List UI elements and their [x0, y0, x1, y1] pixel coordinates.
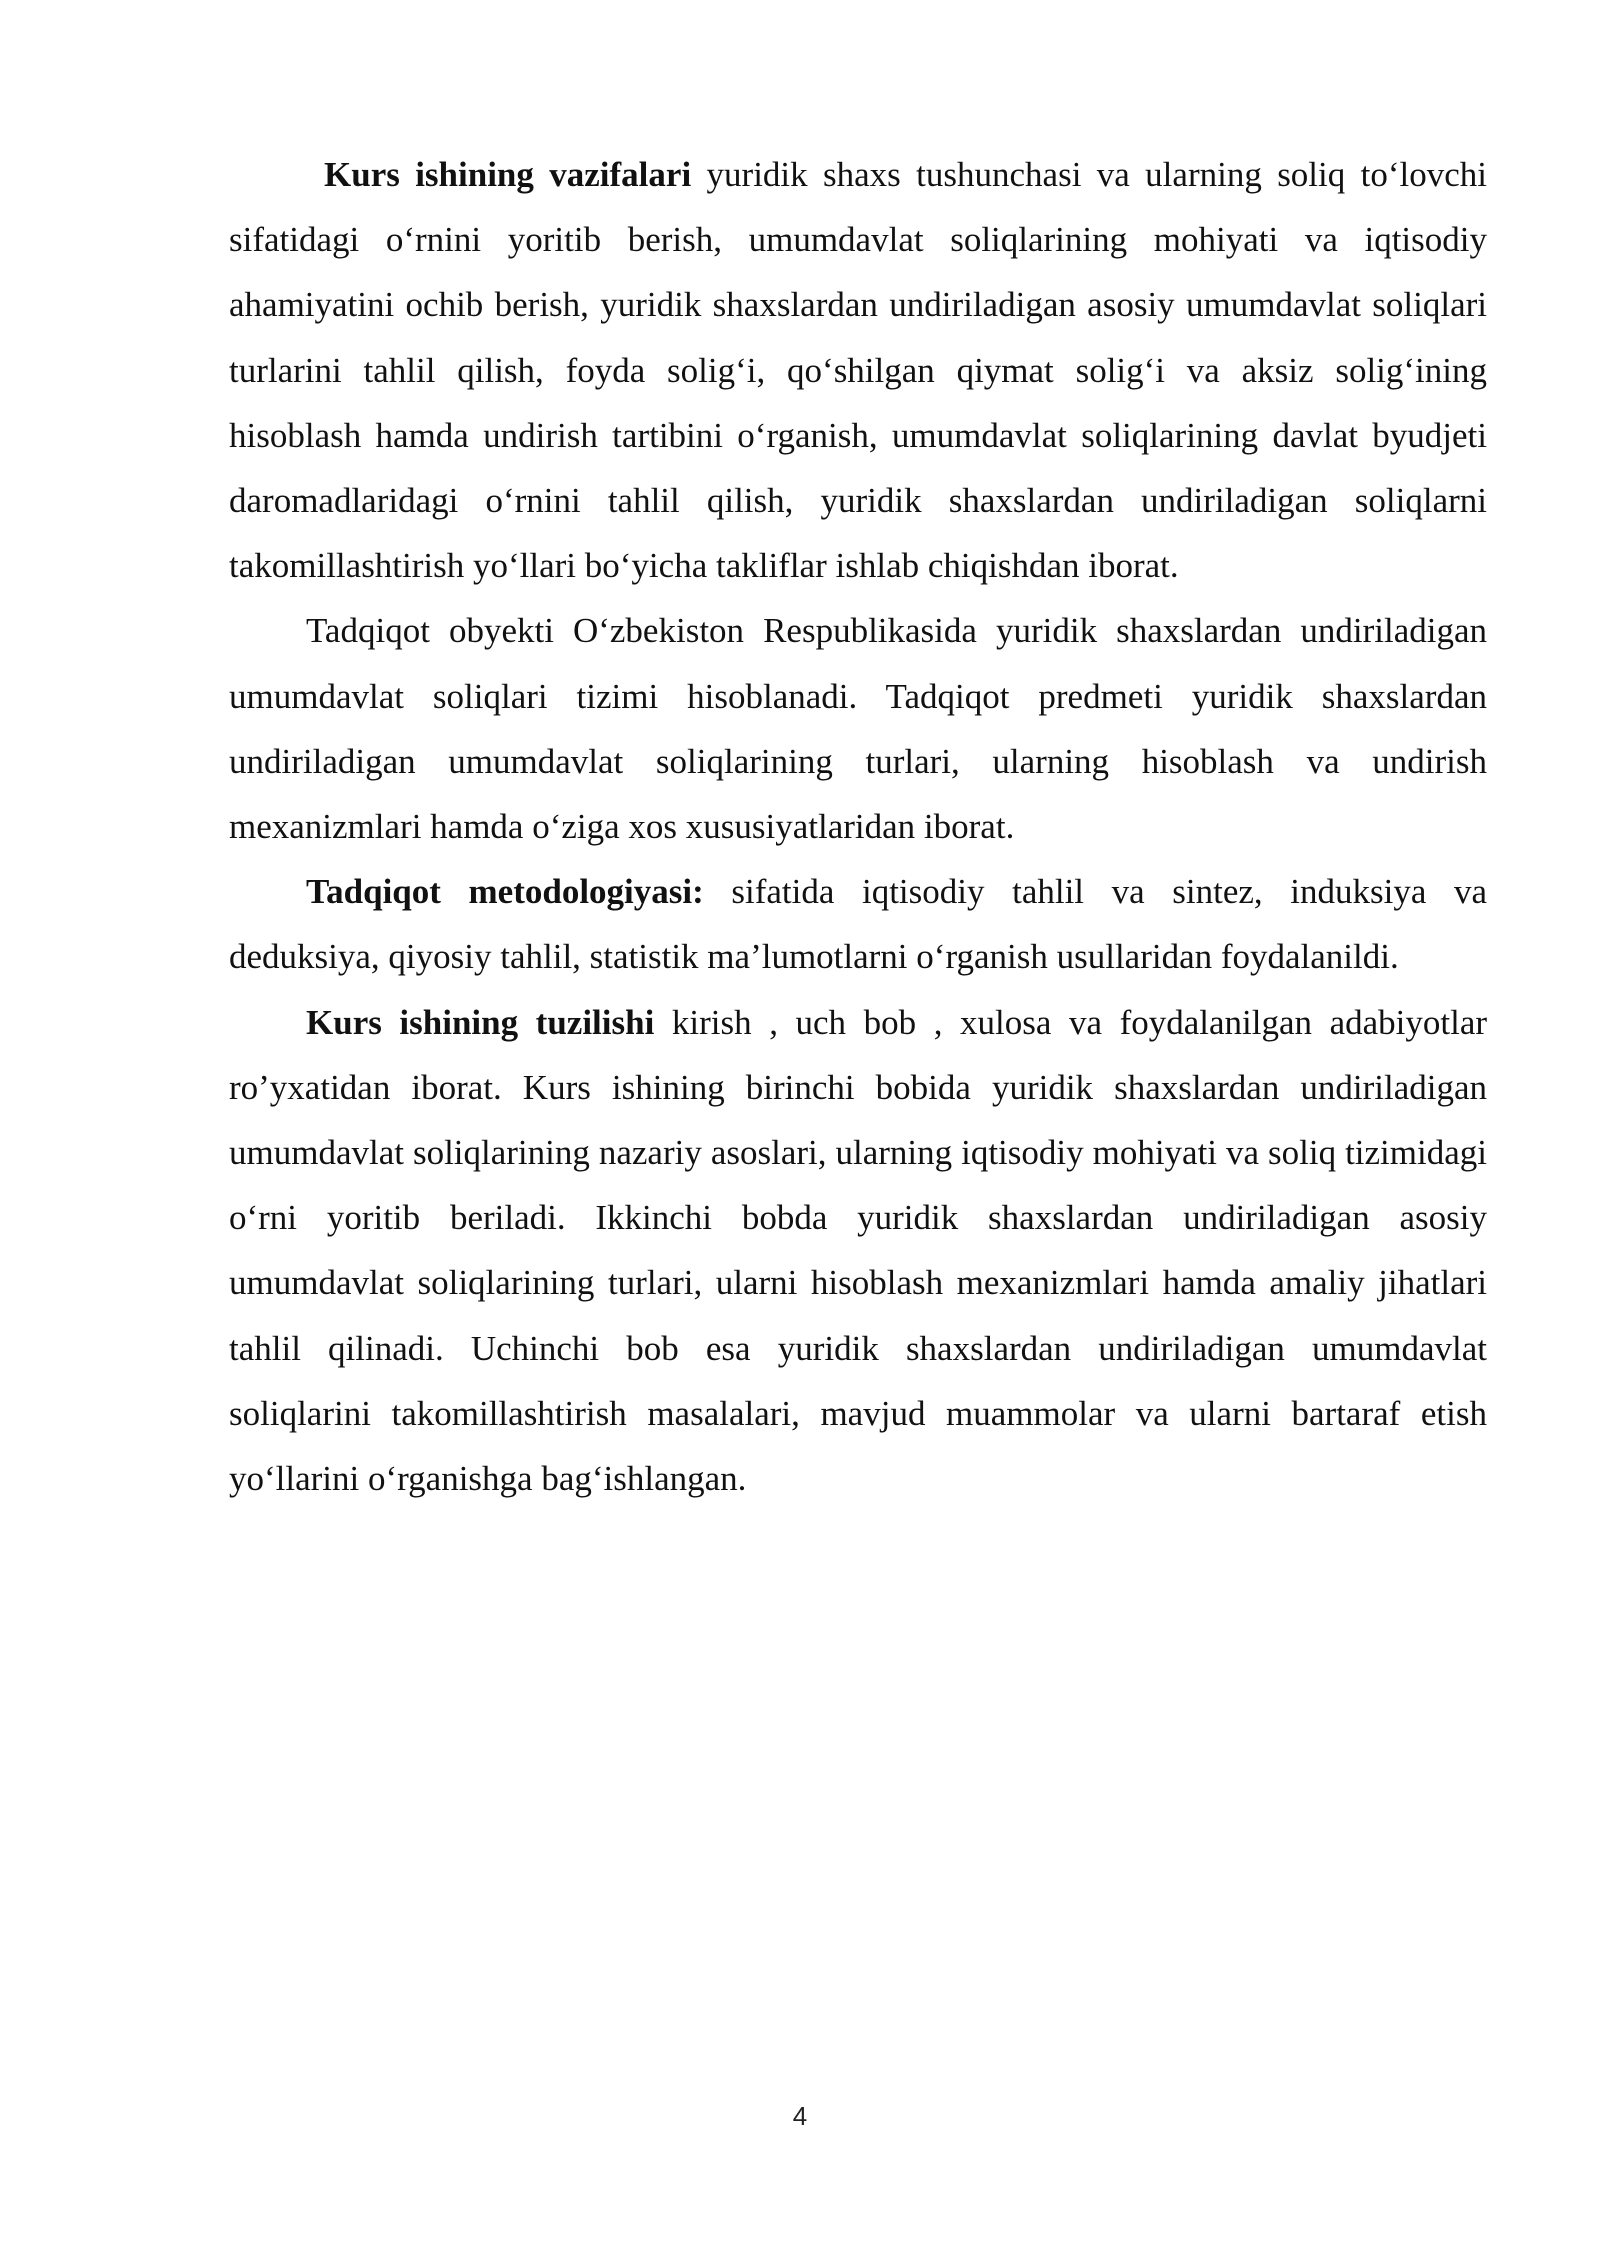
paragraph-research-object-text: Tadqiqot obyekti O‘zbekiston Respublikasida yuridik shaxslardan undiriladigan umumdavlat soliqlari tizimi hisoblanadi. Tadqiqot predmeti yuridik shaxslardan undiriladigan umumdavlat soliqlarining turlari, ularning hisoblash va undirish mexanizmlari hamda o‘ziga xos xususiyatlaridan iborat. — [229, 611, 1487, 847]
paragraph-research-object — [229, 598, 1487, 859]
paragraph-methodology-text: sifatida iqtisodiy tahlil va sintez, induksiya va deduksiya, qiyosiy tahlil, statistik ma’lumotlarni o‘rganish usullaridan foydalanildi. — [229, 872, 1487, 977]
heading-methodology: Tadqiqot metodologiyasi: — [306, 872, 704, 912]
page-number: 4 — [792, 2101, 808, 2131]
paragraph-structure — [229, 990, 1487, 1512]
paragraph-methodology — [229, 859, 1487, 989]
body-text — [229, 142, 1487, 1511]
paragraph-course-tasks — [229, 142, 1487, 598]
heading-course-tasks: Kurs ishining vazifalari — [324, 155, 692, 194]
paragraph-course-tasks-text: yuridik shaxs tushunchasi va ularning soliq to‘lovchi sifatidagi o‘rnini yoritib berish, umumdavlat soliqlarining mohiyati va iqtisodiy ahamiyatini ochib berish, yuridik shaxslardan undiriladigan asosiy umumdavlat soliqlari turlarini tahlil qilish, foyda solig‘i, qo‘shilgan qiymat solig‘i va aksiz solig‘ining hisoblash hamda undirish tartibini o‘rganish, umumdavlat soliqlarining davlat byudjeti daromadlaridagi o‘rnini tahlil qilish, yuridik shaxslardan undiriladigan soliqlarni takomillashtirish yo‘llari bo‘yicha takliflar ishlab chiqishdan iborat. — [229, 155, 1487, 586]
paragraph-structure-text: kirish , uch bob , xulosa va foydalanilgan adabiyotlar ro’yxatidan iborat. Kurs ishining birinchi bobida yuridik shaxslardan undiriladigan umumdavlat soliqlarining nazariy asoslari, ularning iqtisodiy mohiyati va soliq tizimidagi o‘rni yoritib beriladi. Ikkinchi bobda yuridik shaxslardan undiriladigan asosiy umumdavlat soliqlarining turlari, ularni hisoblash mexanizmlari hamda amaliy jihatlari tahlil qilinadi. Uchinchi bob esa yuridik shaxslardan undiriladigan umumdavlat soliqlarini takomillashtirish masalalari, mavjud muammolar va ularni bartaraf etish yo‘llarini o‘rganishga bag‘ishlangan. — [229, 1002, 1488, 1499]
heading-structure: Kurs ishining tuzilishi — [306, 1002, 655, 1042]
